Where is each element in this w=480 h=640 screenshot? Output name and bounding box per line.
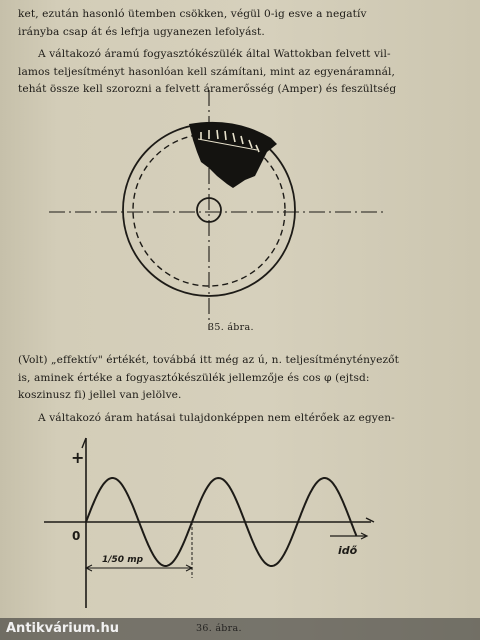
winding-segment bbox=[189, 122, 277, 188]
paragraph-effects bbox=[18, 410, 410, 428]
period-label: 1/50 mp bbox=[102, 555, 144, 565]
text-line: (Volt) „effektív" értékét, továbbá itt még az ú, n. teljesítménytényezőt bbox=[18, 354, 400, 366]
text-line: A váltakozó áramú fogyasztókészülék által Wattokban felvett vil- bbox=[38, 48, 391, 60]
figure-35-diagram bbox=[109, 110, 309, 310]
time-label: idő bbox=[338, 544, 358, 557]
paragraph-top bbox=[18, 6, 410, 41]
text-line: irányba csap át és lefrja ugyanezen lefolyást. bbox=[18, 25, 265, 38]
text-line: is, aminek értéke a fogyasztókészülék jellemzője és cos φ (ejtsd: bbox=[18, 371, 370, 384]
plus-label: + bbox=[71, 448, 85, 467]
zero-label: 0 bbox=[72, 529, 81, 543]
text-line: A váltakozó áram hatásai tulajdonképpen nem eltérőek az egyen- bbox=[38, 412, 395, 424]
text-line: ket, ezután hasonló ütemben csökken, végül 0-ig esve a negatív bbox=[18, 8, 367, 20]
figure-36-diagram bbox=[66, 438, 396, 618]
text-line: tehát össze kell szorozni a felvett áramerősség (Amper) és feszültség bbox=[18, 83, 397, 95]
text-line: lamos teljesítményt hasonlóan kell számítani, mint az egyenáramnál, bbox=[18, 65, 396, 78]
watermark-banner: Antikvárium.hu bbox=[0, 618, 480, 640]
figure-35-caption: 35. ábra. bbox=[208, 322, 254, 333]
paragraph-effective bbox=[18, 352, 410, 405]
text-line: koszinusz fi) jellel van jelölve. bbox=[18, 389, 182, 401]
paragraph-power bbox=[18, 46, 410, 99]
